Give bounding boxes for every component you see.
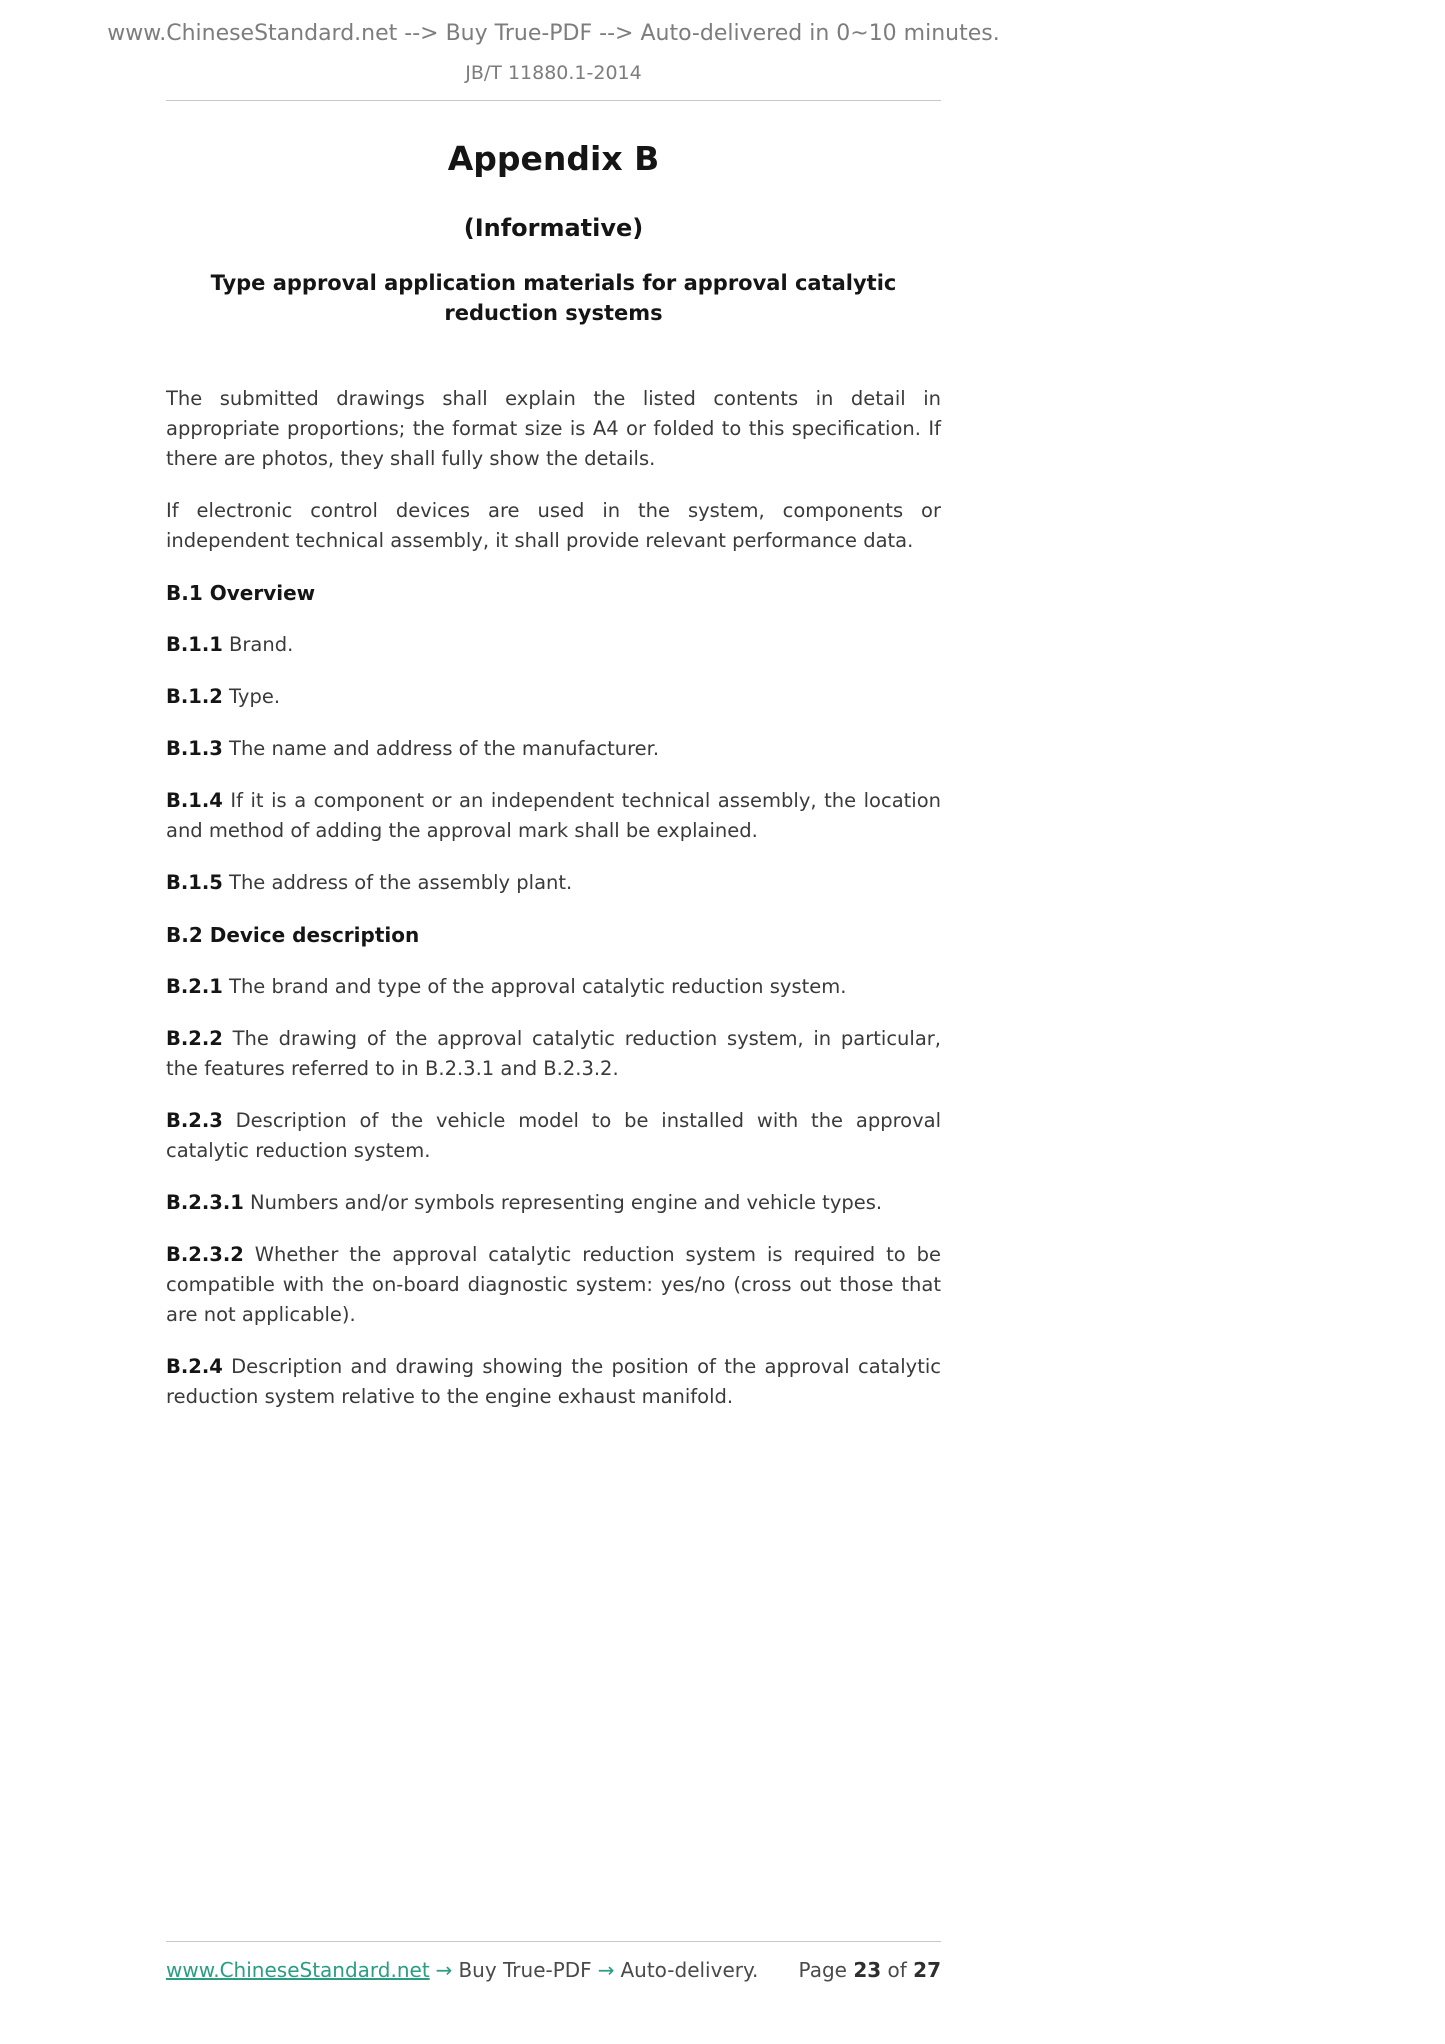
paragraph: B.2.3.2 Whether the approval catalytic reduction system is required to be compatible with the on-board diagnostic system: yes/no (cross out those that are not applicable). [166, 1243, 941, 1326]
clause-number: B.1.4 [166, 789, 223, 812]
arrow-right-icon: → [435, 1958, 453, 1982]
clause-number: B.2.1 [166, 975, 223, 998]
paragraph: B.1.5 The address of the assembly plant. [166, 871, 573, 894]
clause-number: B.1.5 [166, 871, 223, 894]
paragraph: B.1.3 The name and address of the manufacturer. [166, 737, 660, 760]
page-header [107, 0, 1000, 101]
paragraph: B.2.2 The drawing of the approval catalytic reduction system, in particular, the features referred to in B.2.3.1 and B.2.3.2. [166, 1027, 941, 1080]
doc-subtitle: Type approval application materials for approval catalytic reduction systems [210, 271, 897, 325]
footer-site-link[interactable]: www.ChineseStandard.net [166, 1958, 430, 1982]
paragraph: If electronic control devices are used in the system, components or independent technical assembly, it shall provide relevant performance data. [166, 499, 941, 552]
paragraph: The submitted drawings shall explain the listed contents in detail in appropriate proportions; the format size is A4 or folded to this specification. If there are photos, they shall fully show the details. [166, 387, 941, 470]
page-footer [166, 1941, 941, 1982]
clause-number: B.1.3 [166, 737, 223, 760]
page-total: 27 [913, 1958, 941, 1982]
paragraph: B.1.1 Brand. [166, 633, 294, 656]
clause-number: B.1.2 [166, 685, 223, 708]
section-heading: B.2 Device description [166, 923, 420, 947]
informative-label: (Informative) [463, 214, 644, 242]
header-rule [166, 100, 941, 101]
clause-number: B.1.1 [166, 633, 223, 656]
arrow-right-icon: → [597, 1958, 615, 1982]
paragraph: B.1.4 If it is a component or an independent technical assembly, the location and method of adding the approval mark shall be explained. [166, 789, 941, 842]
paragraph: B.2.4 Description and drawing showing the position of the approval catalytic reduction system relative to the engine exhaust manifold. [166, 1355, 941, 1408]
footer-promo [166, 1958, 758, 1982]
header-promo-text: www.ChineseStandard.net --> Buy True-PDF --> Auto-delivered in 0~10 minutes. [107, 21, 1000, 46]
footer-buy-text: Buy True-PDF [458, 1958, 592, 1982]
page-label: Page [798, 1958, 847, 1982]
document-body [166, 384, 941, 1412]
page-current: 23 [853, 1958, 882, 1982]
paragraph: B.2.3 Description of the vehicle model to be installed with the approval catalytic reduction system. [166, 1109, 941, 1162]
paragraph: B.2.3.1 Numbers and/or symbols representing engine and vehicle types. [166, 1191, 883, 1214]
section-heading: B.1 Overview [166, 581, 316, 605]
doc-code: JB/T 11880.1-2014 [465, 62, 642, 84]
clause-number: B.2.3.1 [166, 1191, 244, 1214]
paragraph: B.2.1 The brand and type of the approval catalytic reduction system. [166, 975, 847, 998]
clause-number: B.2.2 [166, 1027, 223, 1050]
appendix-title: Appendix B [447, 139, 660, 178]
title-block [166, 139, 941, 328]
of-label: of [887, 1958, 907, 1982]
page-indicator [799, 1958, 941, 1982]
paragraph: B.1.2 Type. [166, 685, 281, 708]
clause-number: B.2.3.2 [166, 1243, 244, 1266]
footer-delivery-text: Auto-delivery. [620, 1958, 759, 1982]
clause-number: B.2.3 [166, 1109, 223, 1132]
clause-number: B.2.4 [166, 1355, 223, 1378]
